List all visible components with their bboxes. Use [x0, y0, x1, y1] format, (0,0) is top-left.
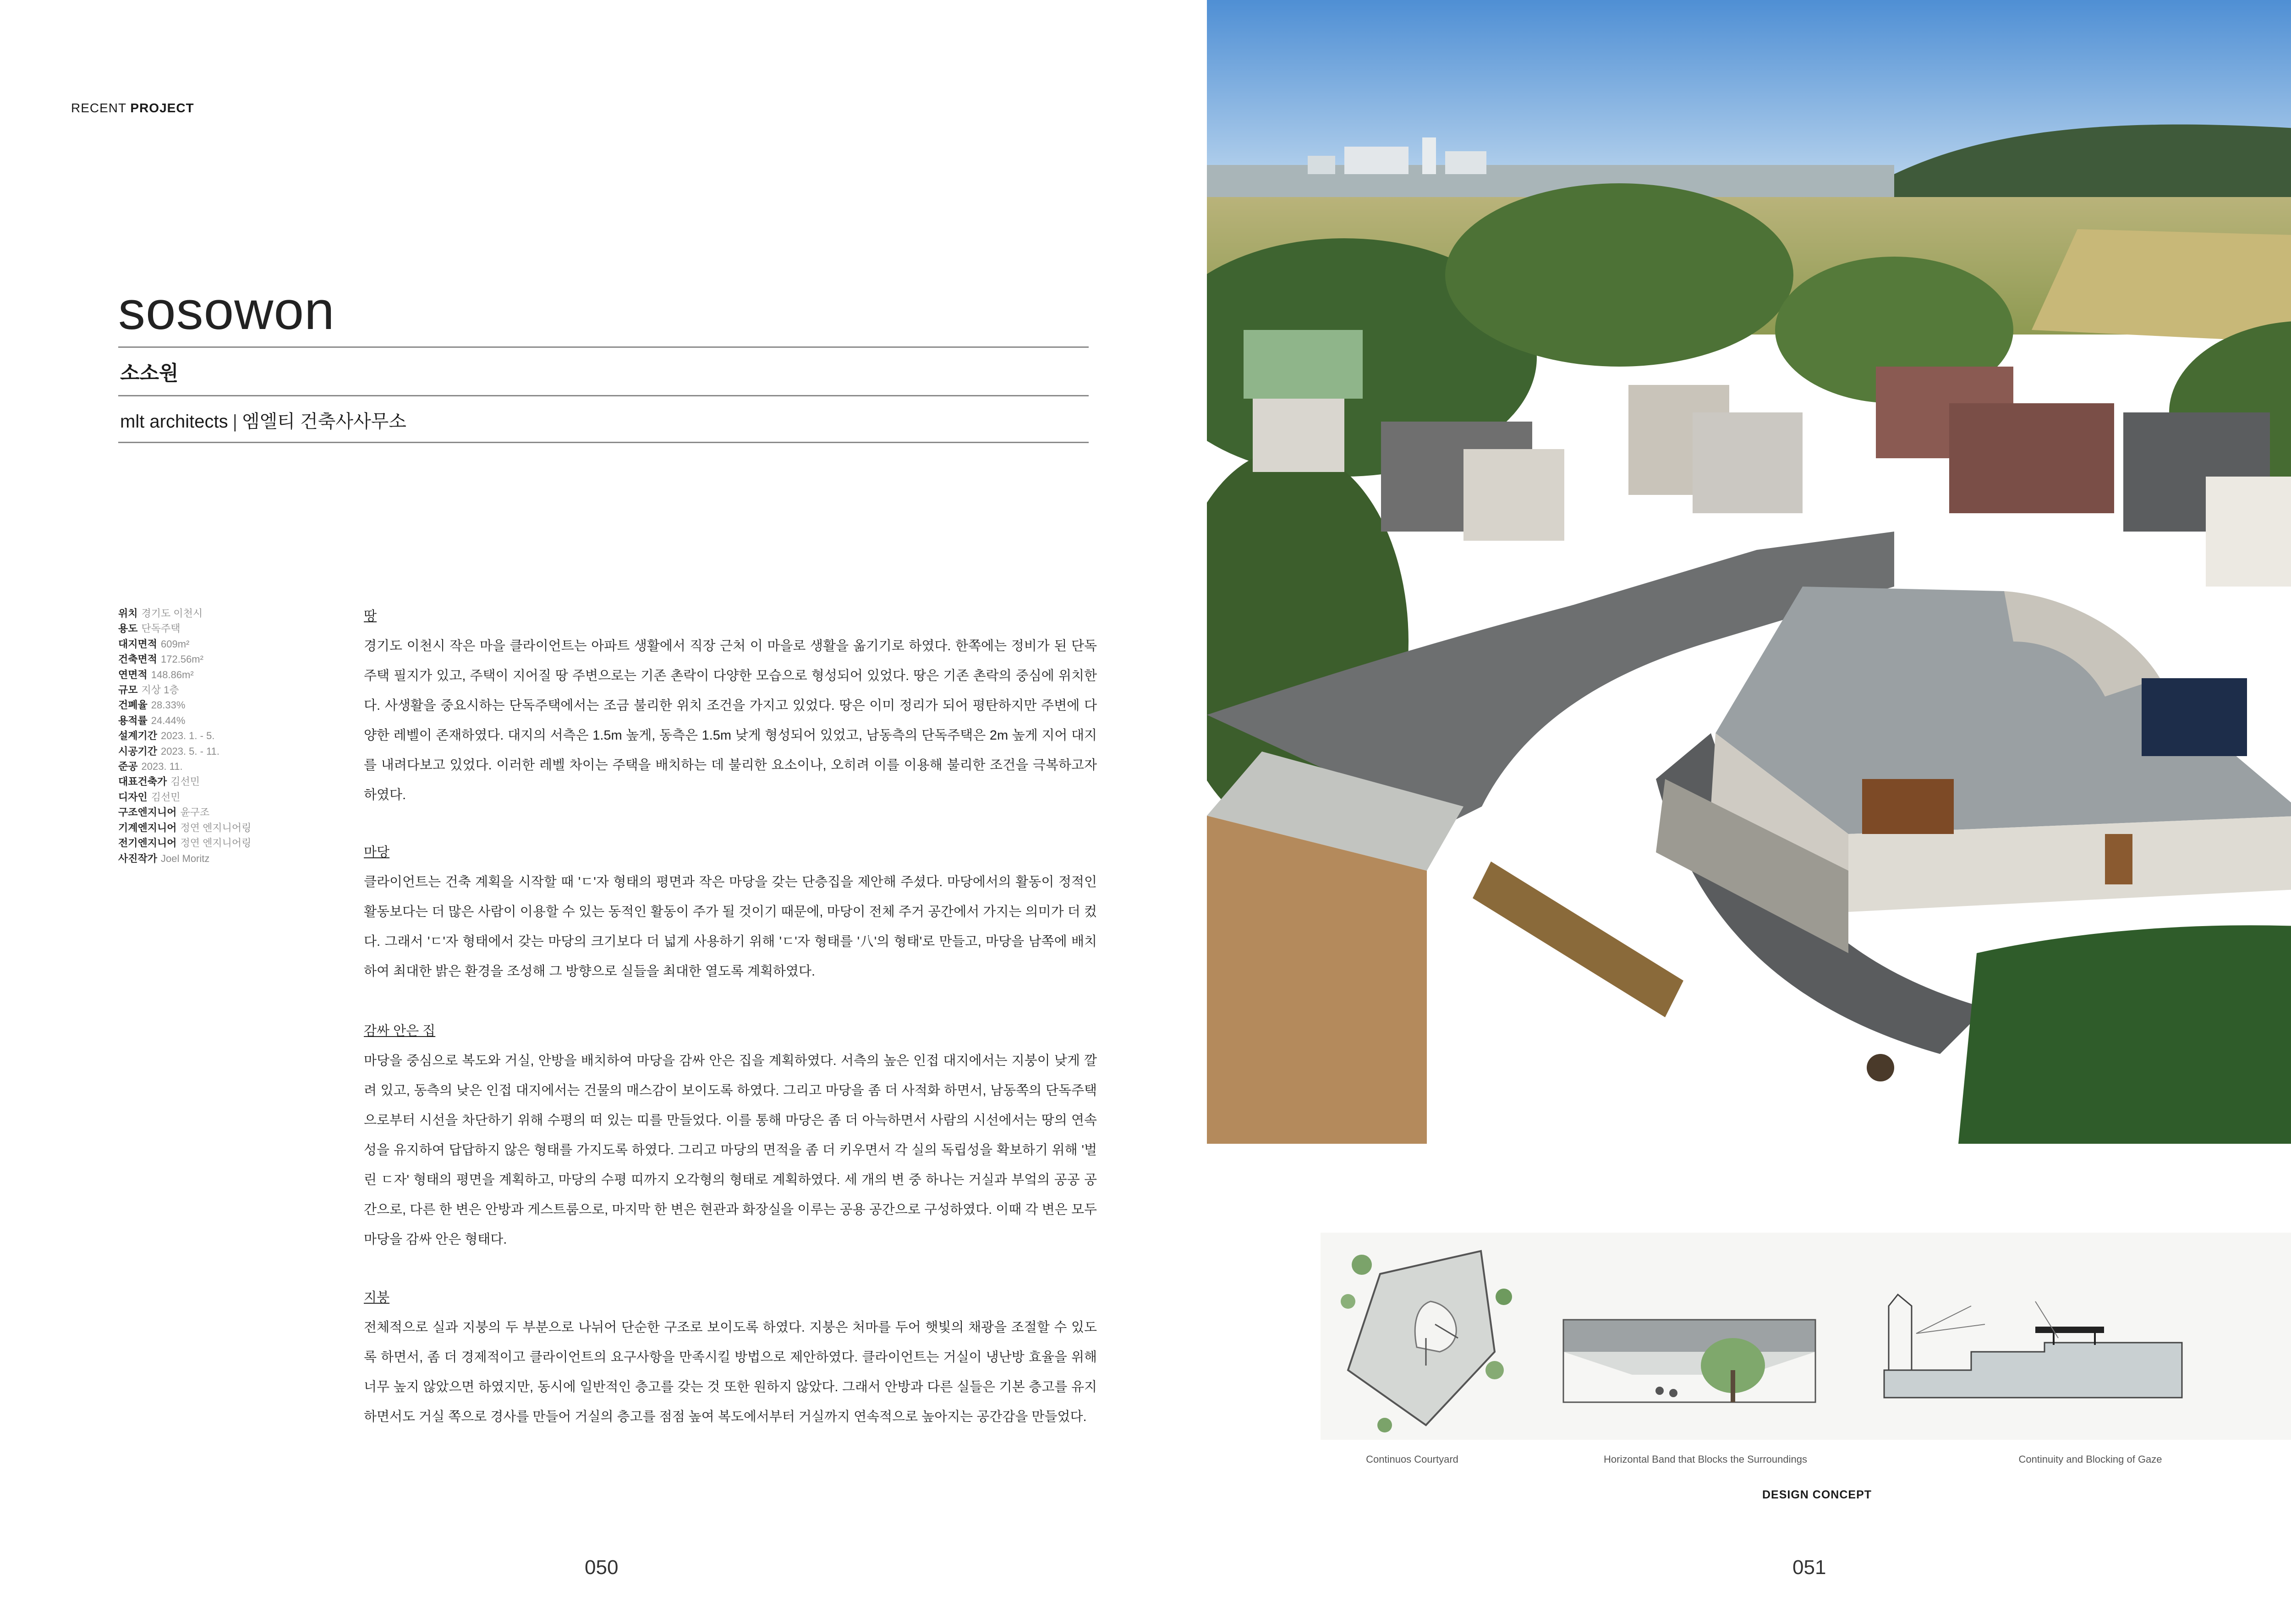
section-heading: 마당	[364, 845, 390, 860]
kicker-project: PROJECT	[130, 101, 194, 115]
aerial-photo-illustration	[1207, 0, 2291, 1144]
credit-value: 지상 1층	[141, 684, 179, 696]
credit-row	[118, 682, 356, 697]
credit-label: 디자인	[118, 791, 148, 803]
section-land	[364, 602, 1097, 810]
credit-row	[118, 851, 356, 866]
architect-rule	[118, 442, 1089, 443]
credit-value: 172.56m²	[161, 653, 203, 665]
section-heading: 땅	[364, 609, 377, 624]
credit-value: 김선민	[151, 791, 181, 803]
credit-value: 단독주택	[141, 623, 181, 635]
subtitle-rule	[118, 395, 1089, 396]
section-embracing-house	[364, 1016, 1097, 1255]
credit-label: 기계엔지니어	[118, 822, 177, 834]
caption-horizontal-band: Horizontal Band that Blocks the Surroundings	[1604, 1454, 1807, 1465]
credit-value: 148.86m²	[151, 669, 194, 680]
credit-value: 정연 엔지니어링	[180, 822, 252, 834]
credit-value: 정연 엔지니어링	[180, 837, 252, 849]
credit-row	[118, 621, 356, 636]
credit-value: 24.44%	[151, 714, 186, 726]
credit-row	[118, 774, 356, 789]
credit-label: 용도	[118, 623, 138, 635]
credit-row	[118, 667, 356, 682]
credit-value: 경기도 이천시	[141, 608, 203, 619]
section-body: 전체적으로 실과 지붕의 두 부분으로 나뉘어 단순한 구조로 보이도록 하였다. 지붕은 처마를 두어 햇빛의 채광을 조절할 수 있도록 하면서, 좀 더 경제적이고 클라이언트의 요구사항을 만족시킬 방법으로 제안하였다. 클라이언트는 거실이 냉난방 효율을 위해 너무 높지 않았으면 하였지만, 동시에 일반적인 층고를 갖는 것 또한 원하지 않았다. 그래서 안방과 다른 실들은 기본 층고를 유지하면서도 거실 쪽으로 경사를 만들어 거실의 층고를 점점 높여 복도에서부터 거실까지 연속적으로 높아지는 공간감을 만들었다.	[364, 1320, 1097, 1424]
credit-value: 2023. 5. - 11.	[161, 745, 220, 757]
credit-row	[118, 636, 356, 652]
section-body: 마당을 중심으로 복도와 거실, 안방을 배치하여 마당을 감싸 안은 집을 계획하였다. 서측의 높은 인접 대지에서는 지붕이 낮게 깔려 있고, 동측의 낮은 인접 대지에서는 건물의 매스감이 보이도록 하였다. 그리고 마당을 좀 더 사적화 하면서, 남동쪽의 단독주택으로부터 시선을 차단하기 위해 수평의 떠 있는 띠를 만들었다. 이를 통해 마당은 좀 더 아늑하면서 사람의 시선에서는 땅의 연속성을 유지하여 답답하지 않은 형태를 가지도록 하였다. 그리고 마당의 면적을 좀 더 키우면서 각 실의 독립성을 확보하기 위해 '벌린 ㄷ자' 형태의 평면을 계획하고, 마당의 수평 띠까지 오각형의 형태로 계획하였다. 세 개의 변 중 하나는 거실과 부엌의 공공 공간으로, 다른 한 변은 안방과 게스트룸으로, 마지막 한 변은 현관과 화장실을 이루는 공용 공간으로 구성하였다. 이때 각 변은 모두 마당을 감싸 안은 형태다.	[364, 1053, 1097, 1247]
title-rule	[118, 346, 1089, 348]
project-title-korean: 소소원	[120, 362, 179, 384]
credit-row	[118, 790, 356, 805]
design-concept-label: DESIGN CONCEPT	[1762, 1488, 1872, 1501]
credit-row	[118, 820, 356, 835]
credit-label: 사진작가	[118, 852, 158, 864]
credit-label: 구조엔지니어	[118, 807, 177, 818]
credit-label: 전기엔지니어	[118, 837, 177, 849]
credit-label: 연면적	[118, 669, 148, 680]
credit-row	[118, 697, 356, 713]
section-yard	[364, 838, 1097, 987]
credit-row	[118, 744, 356, 759]
credit-label: 대지면적	[118, 638, 158, 650]
design-concept-diagrams	[1321, 1233, 2291, 1440]
project-credits	[118, 606, 356, 866]
credit-label: 대표건축가	[118, 776, 167, 788]
credit-row	[118, 835, 356, 850]
continuous-courtyard-diagram	[1341, 1251, 1512, 1432]
caption-continuity-of-gaze: Continuity and Blocking of Gaze	[2018, 1454, 2162, 1465]
credit-row	[118, 606, 356, 621]
section-body: 클라이언트는 건축 계획을 시작할 때 'ㄷ'자 형태의 평면과 작은 마당을 갖는 단층집을 제안해 주셨다. 마당에서의 활동이 정적인 활동보다는 더 많은 사람이 이용할 수 있는 동적인 활동이 주가 될 것이기 때문에, 마당이 전체 주거 공간에서 가지는 의미가 더 컸다. 그래서 'ㄷ'자 형태에서 갖는 마당의 크기보다 더 넓게 사용하기 위해 'ㄷ'자 형태를 '八'의 형태'로 만들고, 마당을 남쪽에 배치하여 최대한 밝은 환경을 조성해 그 방향으로 실들을 최대한 열도록 계획하였다.	[364, 875, 1097, 979]
credit-row	[118, 759, 356, 774]
concept-diagram-drawings	[1321, 1233, 2291, 1440]
credit-value: 2023. 1. - 5.	[161, 730, 215, 742]
credit-row	[118, 805, 356, 820]
aerial-photo	[1207, 0, 2291, 1144]
architect-separator: |	[232, 411, 237, 432]
architect-line	[120, 407, 406, 433]
page-number-left: 050	[585, 1556, 619, 1579]
architect-name-en: mlt architects	[120, 411, 228, 432]
section-kicker	[71, 101, 194, 115]
credit-label: 위치	[118, 608, 138, 619]
credit-value: 609m²	[161, 638, 190, 650]
credit-value: 2023. 11.	[141, 761, 183, 773]
page-number-right: 051	[1792, 1556, 1826, 1579]
continuity-of-gaze-diagram	[1884, 1295, 2182, 1398]
section-heading: 감싸 안은 집	[364, 1024, 436, 1038]
credit-row	[118, 713, 356, 728]
credit-label: 용적률	[118, 714, 148, 726]
caption-continuous-courtyard: Continuos Courtyard	[1366, 1454, 1458, 1465]
section-body: 경기도 이천시 작은 마을 클라이언트는 아파트 생활에서 직장 근처 이 마을로 생활을 옮기기로 하였다. 한쪽에는 정비가 된 단독주택 필지가 있고, 주택이 지어질 땅 주변으로는 기존 촌락이 다양한 모습으로 형성되어 있었다. 땅은 기존 촌락의 중심에 위치한다. 사생활을 중요시하는 단독주택에서는 조금 불리한 위치 조건을 가지고 있었다. 땅은 이미 정리가 되어 평탄하지만 주변에 다양한 레벨이 존재하였다. 대지의 서측은 1.5m 높게, 동측은 1.5m 낮게 형성되어 있었고, 남동측의 단독주택은 2m 높게 지어 대지를 내려다보고 있었다. 이러한 레벨 차이는 주택을 배치하는 데 불리한 요소이나, 오히려 이를 이용해 불리한 조건을 극복하고자 하였다.	[364, 639, 1097, 802]
credit-label: 시공기간	[118, 745, 158, 757]
credit-value: Joel Moritz	[161, 852, 210, 864]
credit-label: 준공	[118, 761, 138, 773]
credit-label: 건축면적	[118, 653, 158, 665]
horizontal-band-diagram	[1563, 1320, 1815, 1402]
kicker-recent: RECENT	[71, 101, 126, 115]
credit-value: 윤구조	[180, 807, 210, 818]
section-roof	[364, 1283, 1097, 1432]
credit-label: 규모	[118, 684, 138, 696]
credit-value: 김선민	[170, 776, 200, 788]
credit-label: 설계기간	[118, 730, 158, 742]
architect-name-ko: 엠엘티 건축사사무소	[242, 411, 406, 432]
project-title: sosowon	[118, 280, 335, 341]
credit-row	[118, 728, 356, 743]
credit-label: 건폐율	[118, 699, 148, 711]
section-heading: 지붕	[364, 1290, 390, 1305]
credit-value: 28.33%	[151, 699, 186, 711]
credit-row	[118, 652, 356, 667]
